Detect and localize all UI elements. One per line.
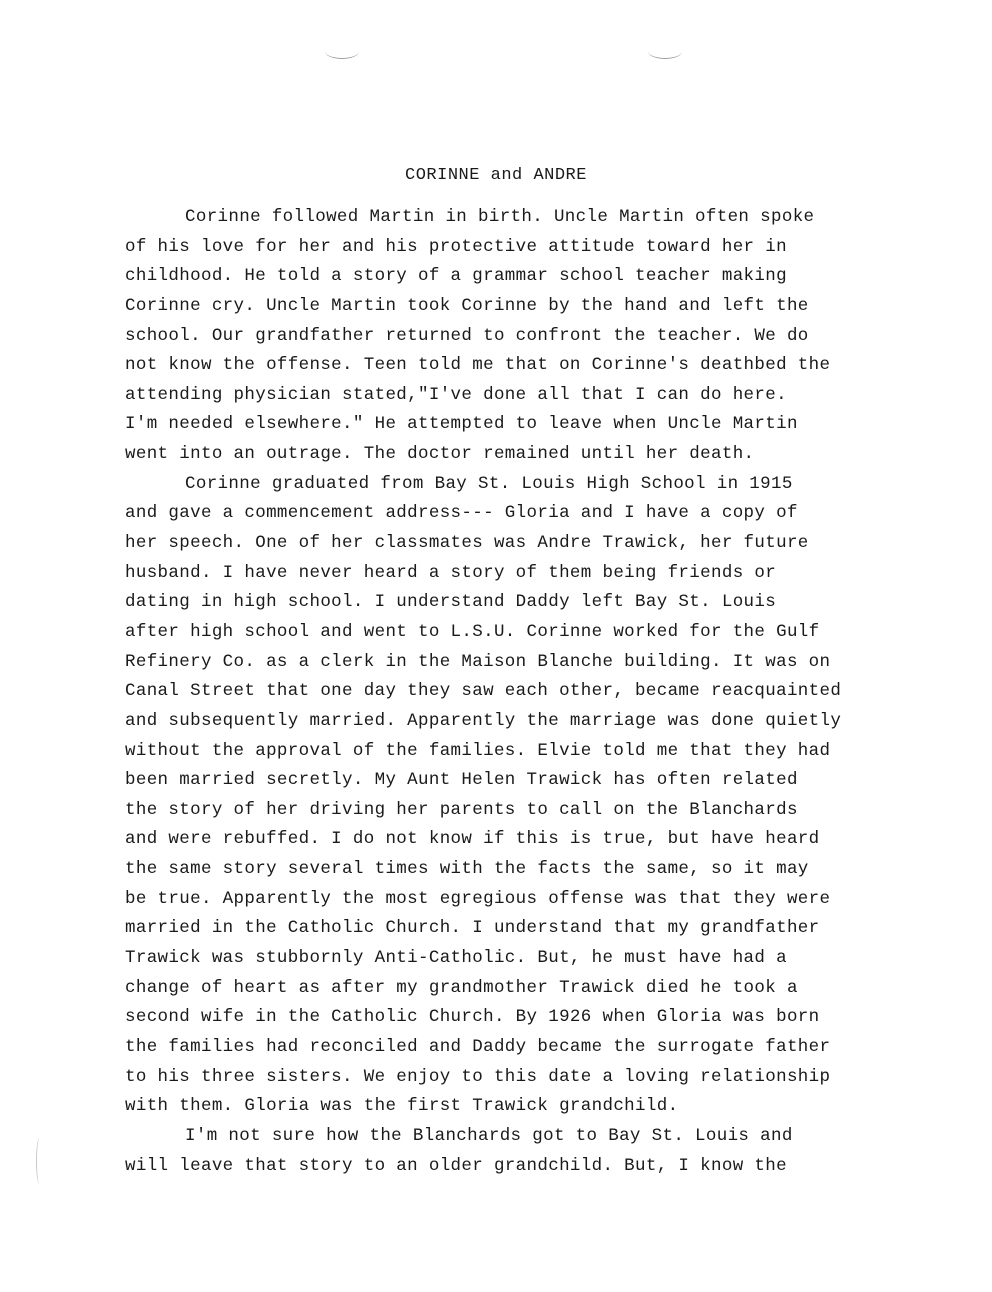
text-line: after high school and went to L.S.U. Corinne worked for the Gulf	[125, 621, 820, 642]
text-line: the families had reconciled and Daddy became the surrogate father	[125, 1036, 831, 1057]
text-line-paragraph-start: I'm not sure how the Blanchards got to Bay St. Louis and	[185, 1125, 793, 1146]
text-line: dating in high school. I understand Daddy left Bay St. Louis	[125, 592, 777, 613]
text-line: to his three sisters. We enjoy to this date a loving relationship	[125, 1066, 831, 1087]
text-line: went into an outrage. The doctor remained until her death.	[125, 444, 755, 465]
text-line: married in the Catholic Church. I understand that my grandfather	[125, 918, 820, 939]
text-line-paragraph-start: Corinne followed Martin in birth. Uncle Martin often spoke	[185, 207, 815, 227]
text-line: Refinery Co. as a clerk in the Maison Blanche building. It was on	[125, 651, 831, 672]
text-line: husband. I have never heard a story of them being friends or	[125, 562, 777, 583]
scan-edge-mark	[36, 1138, 43, 1184]
text-line: attending physician stated,"I've done all that I can do here.	[125, 384, 787, 405]
text-line: Trawick was stubbornly Anti-Catholic. But, he must have had a	[125, 948, 787, 969]
text-line: with them. Gloria was the first Trawick grandchild.	[125, 1096, 679, 1117]
page-title: CORINNE and ANDRE	[405, 166, 587, 185]
text-line: Canal Street that one day they saw each other, became reacquainted	[125, 681, 842, 702]
text-line: the same story several times with the facts the same, so it may	[125, 859, 809, 880]
text-line: and were rebuffed. I do not know if this is true, but have heard	[125, 829, 820, 850]
text-line: the story of her driving her parents to call on the Blanchards	[125, 799, 798, 820]
body-text	[125, 203, 955, 1181]
text-line: of his love for her and his protective attitude toward her in	[125, 236, 787, 257]
text-line-paragraph-start: Corinne graduated from Bay St. Louis High School in 1915	[185, 473, 793, 494]
text-line: second wife in the Catholic Church. By 1926 when Gloria was born	[125, 1007, 820, 1028]
punch-hole-mark-right	[648, 44, 682, 59]
text-line: not know the offense. Teen told me that on Corinne's deathbed the	[125, 355, 831, 376]
text-line: be true. Apparently the most egregious offense was that they were	[125, 888, 831, 909]
text-line: change of heart as after my grandmother Trawick died he took a	[125, 977, 798, 998]
text-line: and subsequently married. Apparently the marriage was done quietly	[125, 710, 842, 731]
punch-hole-mark-left	[325, 44, 359, 59]
text-line: school. Our grandfather returned to confront the teacher. We do	[125, 325, 809, 346]
text-line: her speech. One of her classmates was Andre Trawick, her future	[125, 533, 809, 554]
text-line: will leave that story to an older grandchild. But, I know the	[125, 1155, 787, 1176]
text-line: been married secretly. My Aunt Helen Trawick has often related	[125, 770, 798, 791]
text-line: childhood. He told a story of a grammar school teacher making	[125, 266, 787, 287]
text-line: I'm needed elsewhere." He attempted to leave when Uncle Martin	[125, 414, 798, 435]
text-line: without the approval of the families. Elvie told me that they had	[125, 740, 831, 761]
text-line: Corinne cry. Uncle Martin took Corinne by the hand and left the	[125, 295, 809, 316]
text-line: and gave a commencement address--- Gloria and I have a copy of	[125, 503, 798, 524]
